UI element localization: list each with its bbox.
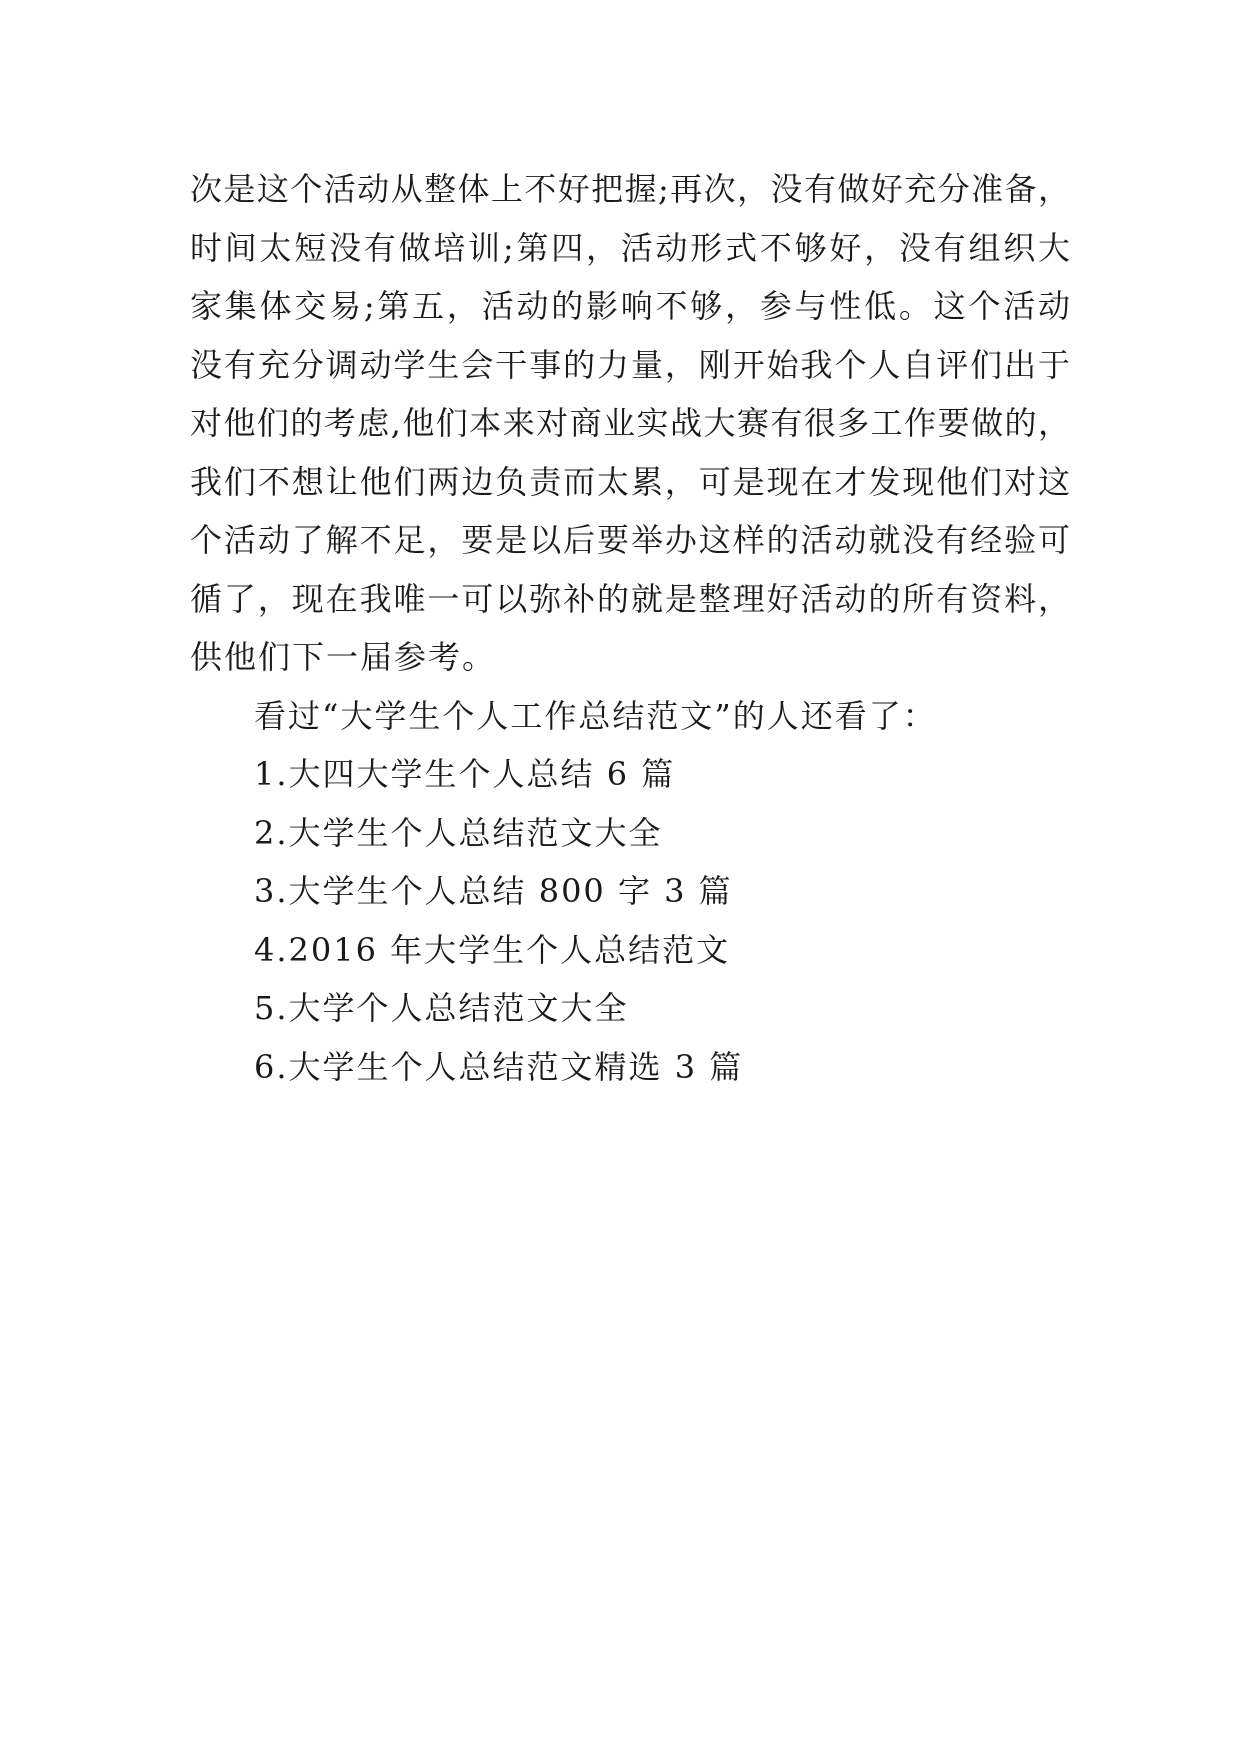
- related-item[interactable]: 3.大学生个人总结 800 字 3 篇: [254, 872, 733, 910]
- related-item[interactable]: 5.大学个人总结范文大全: [254, 989, 629, 1027]
- related-item[interactable]: 4.2016 年大学生个人总结范文: [254, 930, 731, 969]
- paragraph-line: 我们不想让他们两边负责而太累，可是现在才发现他们对这: [190, 462, 1070, 501]
- related-item[interactable]: 2.大学生个人总结范文大全: [254, 813, 663, 852]
- paragraph-line: 供他们下一届参考。: [190, 638, 497, 676]
- paragraph-line: 家集体交易;第五，活动的影响不够，参与性低。这个活动: [190, 287, 1070, 325]
- related-item[interactable]: 1.大四大学生个人总结 6 篇: [254, 755, 676, 793]
- paragraph-line: 没有充分调动学生会干事的力量，刚开始我个人自评们出于: [190, 345, 1070, 384]
- paragraph-line: 对他们的考虑,他们本来对商业实战大赛有很多工作要做的，: [190, 404, 1070, 442]
- paragraph-line: 个活动了解不足，要是以后要举办这样的活动就没有经验可: [190, 521, 1070, 559]
- related-item[interactable]: 6.大学生个人总结范文精选 3 篇: [254, 1047, 744, 1086]
- related-heading: 看过“大学生个人工作总结范文”的人还看了：: [254, 696, 937, 735]
- document-body: [190, 160, 1070, 1096]
- paragraph-line: 次是这个活动从整体上不好把握;再次，没有做好充分准备，: [190, 170, 1070, 208]
- paragraph-line: 时间太短没有做培训;第四，活动形式不够好，没有组织大: [190, 228, 1070, 267]
- paragraph-line: 循了，现在我唯一可以弥补的就是整理好活动的所有资料，: [190, 579, 1070, 618]
